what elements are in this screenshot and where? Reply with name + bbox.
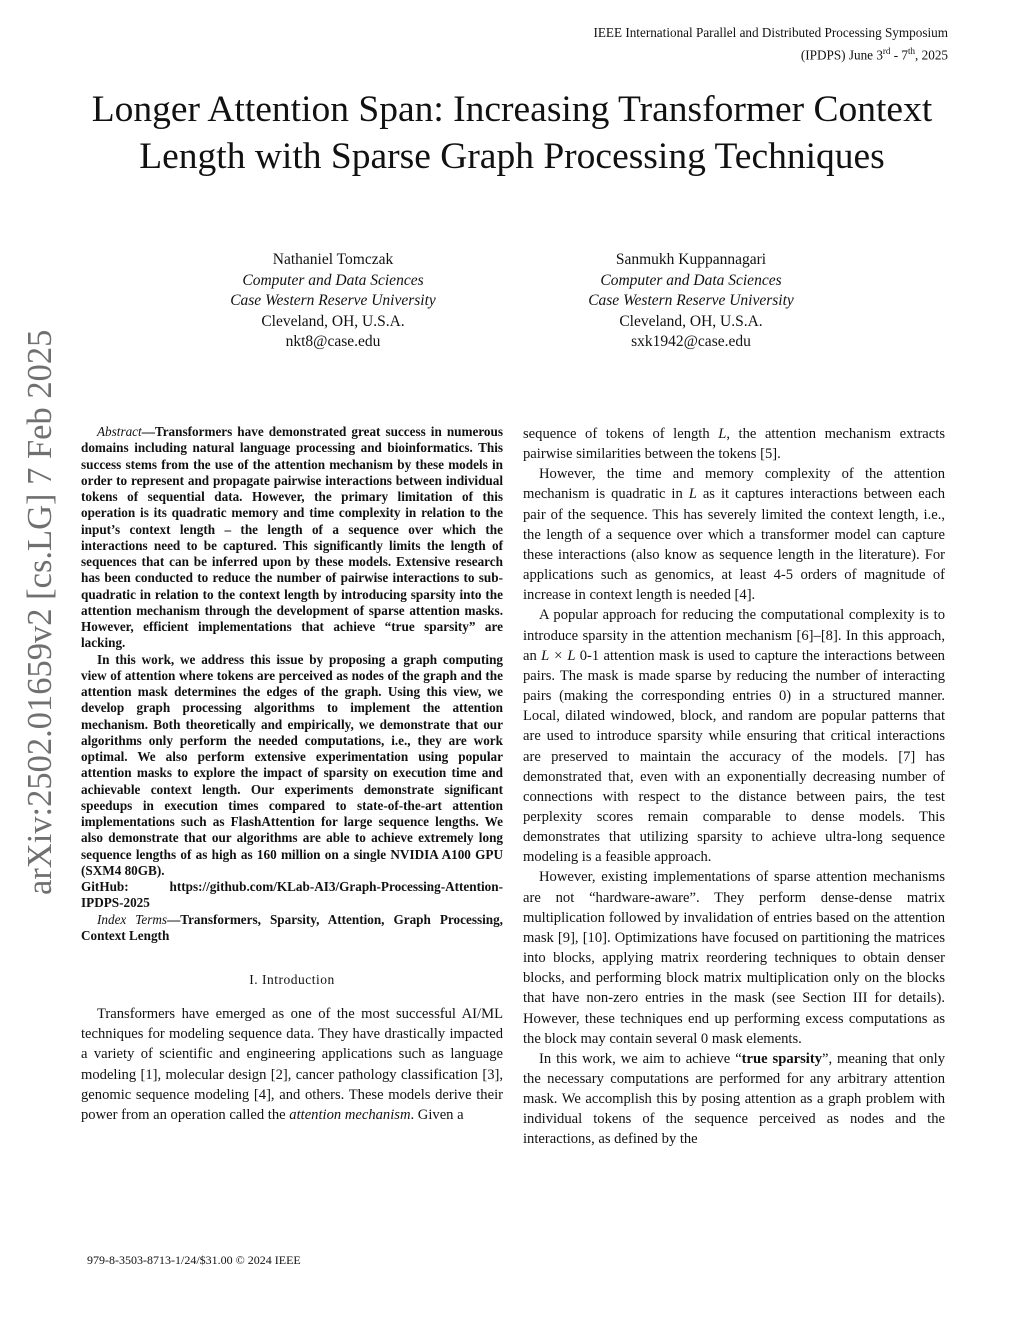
author-email: sxk1942@case.edu — [631, 333, 751, 350]
abstract-label: Abstract — [97, 424, 142, 439]
copyright-footer: 979-8-3503-8713-1/24/$31.00 © 2024 IEEE — [87, 1253, 301, 1267]
right-column — [523, 424, 945, 1150]
author-city: Cleveland, OH, U.S.A. — [261, 312, 405, 330]
intro-paragraph-5: In this work, we aim to achieve “true sparsity”, meaning that only the necessary computations are performed for any arbitrary attention mask. We accomplish this by posing attention as a graph problem with individual tokens of the sequence perceived as nodes and the interactions, as defined by the — [523, 1050, 945, 1148]
author-block-2 — [541, 250, 841, 353]
arxiv-stamp: arXiv:2502.01659v2 [cs.LG] 7 Feb 2025 — [21, 329, 59, 895]
github-line: GitHub: https://github.com/KLab-AI3/Graph-Processing-Attention-IPDPS-2025 — [81, 879, 503, 911]
intro-paragraph-continued: sequence of tokens of length L, the attention mechanism extracts pairwise similarities between the tokens [5]. — [523, 426, 945, 463]
author-university: Case Western Reserve University — [588, 292, 794, 309]
section-heading: I. Introduction — [249, 972, 335, 987]
author-department: Computer and Data Sciences — [242, 271, 424, 289]
paper-title: Longer Attention Span: Increasing Transformer Context Length with Sparse Graph Processing Techniques — [91, 89, 933, 177]
author-email: nkt8@case.edu — [285, 333, 381, 350]
conference-header — [593, 24, 948, 64]
index-terms-label: Index Terms — [97, 911, 168, 927]
conference-line-2: (IPDPS) June 3rd - 7th, 2025 — [800, 46, 948, 63]
intro-paragraph-2: However, the time and memory complexity of the attention mechanism is quadratic in L as it captures interactions between each pair of the sequence. This has severely limited the context length, i.e., the length of a sequence over which a transformer model can capture these interactions (also know as sequence length in the literature). For applications such as genomics, at least 4-5 orders of magnitude of increase in context length is needed [4]. — [523, 466, 945, 604]
abstract-paragraph-2: In this work, we address this issue by proposing a graph computing view of attention where tokens are perceived as nodes of the graph and the attention mask determines the edges of the graph. Using this view, we develop graph processing algorithms to implement the attention mechanism. Both theoretically and empirically, we demonstrate that our algorithms only perform the needed computations, i.e., they are work optimal. We also perform extensive experimentation using popular attention masks to explore the impact of sparsity on execution time and achievable context length. Our experiments demonstrate significant speedups in execution times compared to state-of-the-art attention implementations such as FlashAttention for large sequence lengths. We also demonstrate that our algorithms are able to achieve extremely long sequence lengths of as high as 160 million on a single NVIDIA A100 GPU (SXM4 80GB). — [81, 651, 503, 878]
author-name: Nathaniel Tomczak — [272, 251, 394, 268]
author-name: Sanmukh Kuppannagari — [615, 251, 767, 268]
conference-line-1: IEEE International Parallel and Distributed Processing Symposium — [593, 25, 948, 40]
abstract — [81, 424, 503, 944]
author-city: Cleveland, OH, U.S.A. — [619, 312, 763, 330]
left-column — [81, 424, 503, 1125]
index-terms: Index Terms—Transformers, Sparsity, Attention, Graph Processing, Context Length — [81, 911, 503, 943]
author-block-1 — [183, 250, 483, 353]
intro-paragraph-4: However, existing implementations of sparse attention mechanisms are not “hardware-aware”. They perform dense-dense matrix multiplication followed by invalidation of entries based on the attention mask [9], [10]. Optimizations have focused on partitioning the matrices into blocks, applying matrix reordering techniques to obtain denser blocks, and performing block matrix multiplication only on the blocks that have non-zero entries in the mask (see Section III for details). However, these techniques end up performing excess computations as the block may contain several 0 mask elements. — [523, 869, 945, 1047]
intro-paragraph-3: A popular approach for reducing the computational complexity is to introduce sparsity in the attention mechanism [6]–[8]. In this approach, an L × L 0-1 attention mask is used to capture the interactions between pairs. The mask is made sparse by reducing the number of interacting pairs (making the corresponding entries 0) in a structured manner. Local, dilated windowed, block, and random are popular patterns that are used to introduce sparsity while ensuring that critical interactions are preserved to maintain the accuracy of the models. [7] has demonstrated that, even with an exponentially decreasing number of connections with respect to the distance between pairs, the test perplexity scores remain comparable to dense models. This demonstrates that utilizing sparsity to achieve ultra-long sequence modeling is a feasible approach. — [523, 607, 945, 866]
abstract-paragraph-1: Abstract—Transformers have demonstrated great success in numerous domains including natural language processing and bioinformatics. This success stems from the use of the attention mechanism by these models in order to represent and propagate pairwise interactions between individual tokens of sequential data. However, the primary limitation of this operation is its quadratic memory and time complexity in relation to the input’s context length – the length of a sequence over which the interactions need to be captured. This significantly limits the length of sequences that can be inferred upon by these models. Extensive research has been conducted to reduce the number of pairwise interactions to sub-quadratic in relation to the context length by introducing sparsity into the attention mechanism through the development of sparse attention masks. However, efficient implementations that achieve “true sparsity” are lacking. — [81, 424, 503, 651]
author-department: Computer and Data Sciences — [600, 271, 782, 289]
intro-paragraph-1: Transformers have emerged as one of the most successful AI/ML techniques for modeling sequence data. They have drastically impacted a variety of scientific and engineering applications such as language modeling [1], molecular design [2], cancer pathology classification [3], genomic sequence modeling [4], and others. These models derive their power from an operation called the attention mechanism. Given a — [81, 1006, 503, 1123]
author-university: Case Western Reserve University — [230, 292, 436, 309]
